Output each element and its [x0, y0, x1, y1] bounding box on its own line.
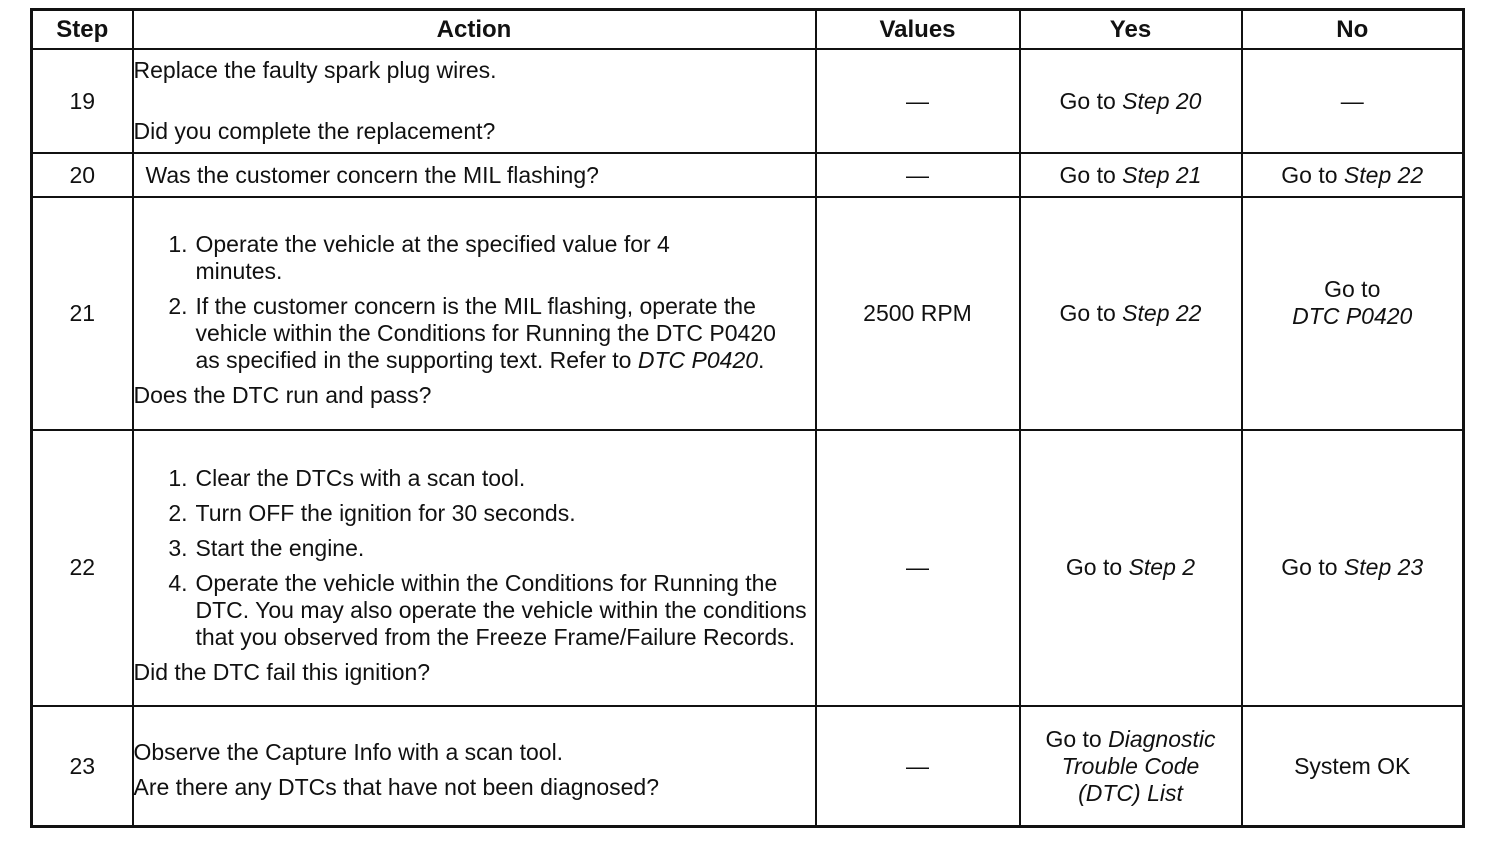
dtc-list-link[interactable]: Diagnostic Trouble Code (DTC) List	[1061, 725, 1216, 806]
table-row	[32, 49, 1464, 153]
action-question: Did the DTC fail this ignition?	[133, 659, 431, 686]
item-number: 4.	[168, 570, 188, 597]
table-row	[32, 197, 1464, 429]
yes-cell	[1020, 197, 1242, 429]
action-question: Did you complete the replacement?	[133, 118, 496, 145]
no-prefix: Go to	[1324, 276, 1381, 303]
yes-step-link[interactable]: Step 21	[1122, 161, 1202, 188]
no-cell: System OK	[1242, 706, 1464, 826]
value-cell: —	[816, 49, 1020, 153]
yes-prefix: Go to	[1059, 87, 1123, 114]
table-row	[32, 430, 1464, 707]
item-number: 1.	[168, 231, 188, 258]
no-cell	[1242, 197, 1464, 429]
item-number: 3.	[168, 535, 188, 562]
no-cell	[1242, 153, 1464, 197]
action-cell	[133, 706, 816, 826]
header-step: Step	[32, 10, 133, 50]
diagnostic-table	[30, 8, 1465, 828]
item-number: 2.	[168, 293, 188, 320]
action-cell	[133, 49, 816, 153]
value-cell: 2500 RPM	[816, 197, 1020, 429]
action-cell	[133, 430, 816, 707]
item-text: Start the engine.	[195, 535, 365, 562]
list-item	[134, 535, 815, 562]
action-question: Are there any DTCs that have not been diagnosed?	[133, 774, 660, 801]
yes-prefix: Go to	[1065, 554, 1129, 581]
step-number: 19	[32, 49, 133, 153]
item-number: 2.	[168, 500, 188, 527]
list-item	[134, 465, 815, 492]
header-no: No	[1242, 10, 1464, 50]
item-text: Operate the vehicle at the specified value for 4 minutes.	[195, 231, 670, 285]
header-yes: Yes	[1020, 10, 1242, 50]
action-question: Does the DTC run and pass?	[133, 382, 432, 409]
yes-step-link[interactable]: Step 22	[1122, 299, 1202, 326]
list-item	[134, 293, 807, 374]
yes-prefix: Go to	[1059, 161, 1123, 188]
step-number: 22	[32, 430, 133, 707]
header-row	[32, 10, 1464, 50]
dtc-reference-link[interactable]: DTC P0420	[637, 347, 759, 374]
item-text: If the customer concern is the MIL flashing, operate the vehicle within the Conditions for Running the DTC P0420 as specified in the supporting text. Refer to	[195, 293, 776, 374]
item-text: Operate the vehicle within the Conditions for Running the DTC. You may also operate the vehicle within the conditions that you observed from the Freeze Frame/Failure Records.	[195, 570, 807, 651]
yes-prefix: Go to	[1059, 299, 1123, 326]
no-prefix: Go to	[1281, 161, 1344, 188]
no-cell: —	[1242, 49, 1464, 153]
item-number: 1.	[168, 465, 188, 492]
list-item	[134, 500, 815, 527]
header-action: Action	[133, 10, 816, 50]
table-row	[32, 153, 1464, 197]
action-steps-list	[134, 231, 815, 374]
list-item	[134, 231, 807, 285]
step-number: 23	[32, 706, 133, 826]
action-steps-list	[134, 465, 815, 651]
yes-prefix: Go to	[1045, 725, 1109, 752]
value-cell: —	[816, 706, 1020, 826]
item-text: Turn OFF the ignition for 30 seconds.	[195, 500, 576, 527]
step-number: 21	[32, 197, 133, 429]
yes-cell	[1020, 430, 1242, 707]
action-text: Observe the Capture Info with a scan tool.	[133, 739, 564, 766]
no-cell	[1242, 430, 1464, 707]
step-number: 20	[32, 153, 133, 197]
no-dtc-link[interactable]: DTC P0420	[1292, 303, 1413, 330]
action-cell	[133, 197, 816, 429]
action-text: Replace the faulty spark plug wires.	[133, 57, 497, 84]
yes-cell	[1020, 706, 1242, 826]
item-suffix: .	[758, 347, 765, 374]
value-cell: —	[816, 153, 1020, 197]
item-text: Clear the DTCs with a scan tool.	[195, 465, 526, 492]
no-prefix: Go to	[1281, 554, 1344, 581]
table-row	[32, 706, 1464, 826]
yes-step-link[interactable]: Step 20	[1122, 87, 1202, 114]
action-question: Was the customer concern the MIL flashing?	[133, 153, 816, 197]
list-item	[134, 570, 815, 651]
no-step-link[interactable]: Step 22	[1343, 161, 1424, 188]
header-values: Values	[816, 10, 1020, 50]
yes-cell	[1020, 153, 1242, 197]
value-cell: —	[816, 430, 1020, 707]
no-step-link[interactable]: Step 23	[1343, 554, 1424, 581]
yes-step-link[interactable]: Step 2	[1128, 554, 1196, 581]
yes-cell	[1020, 49, 1242, 153]
item-text-wrap	[196, 293, 807, 374]
